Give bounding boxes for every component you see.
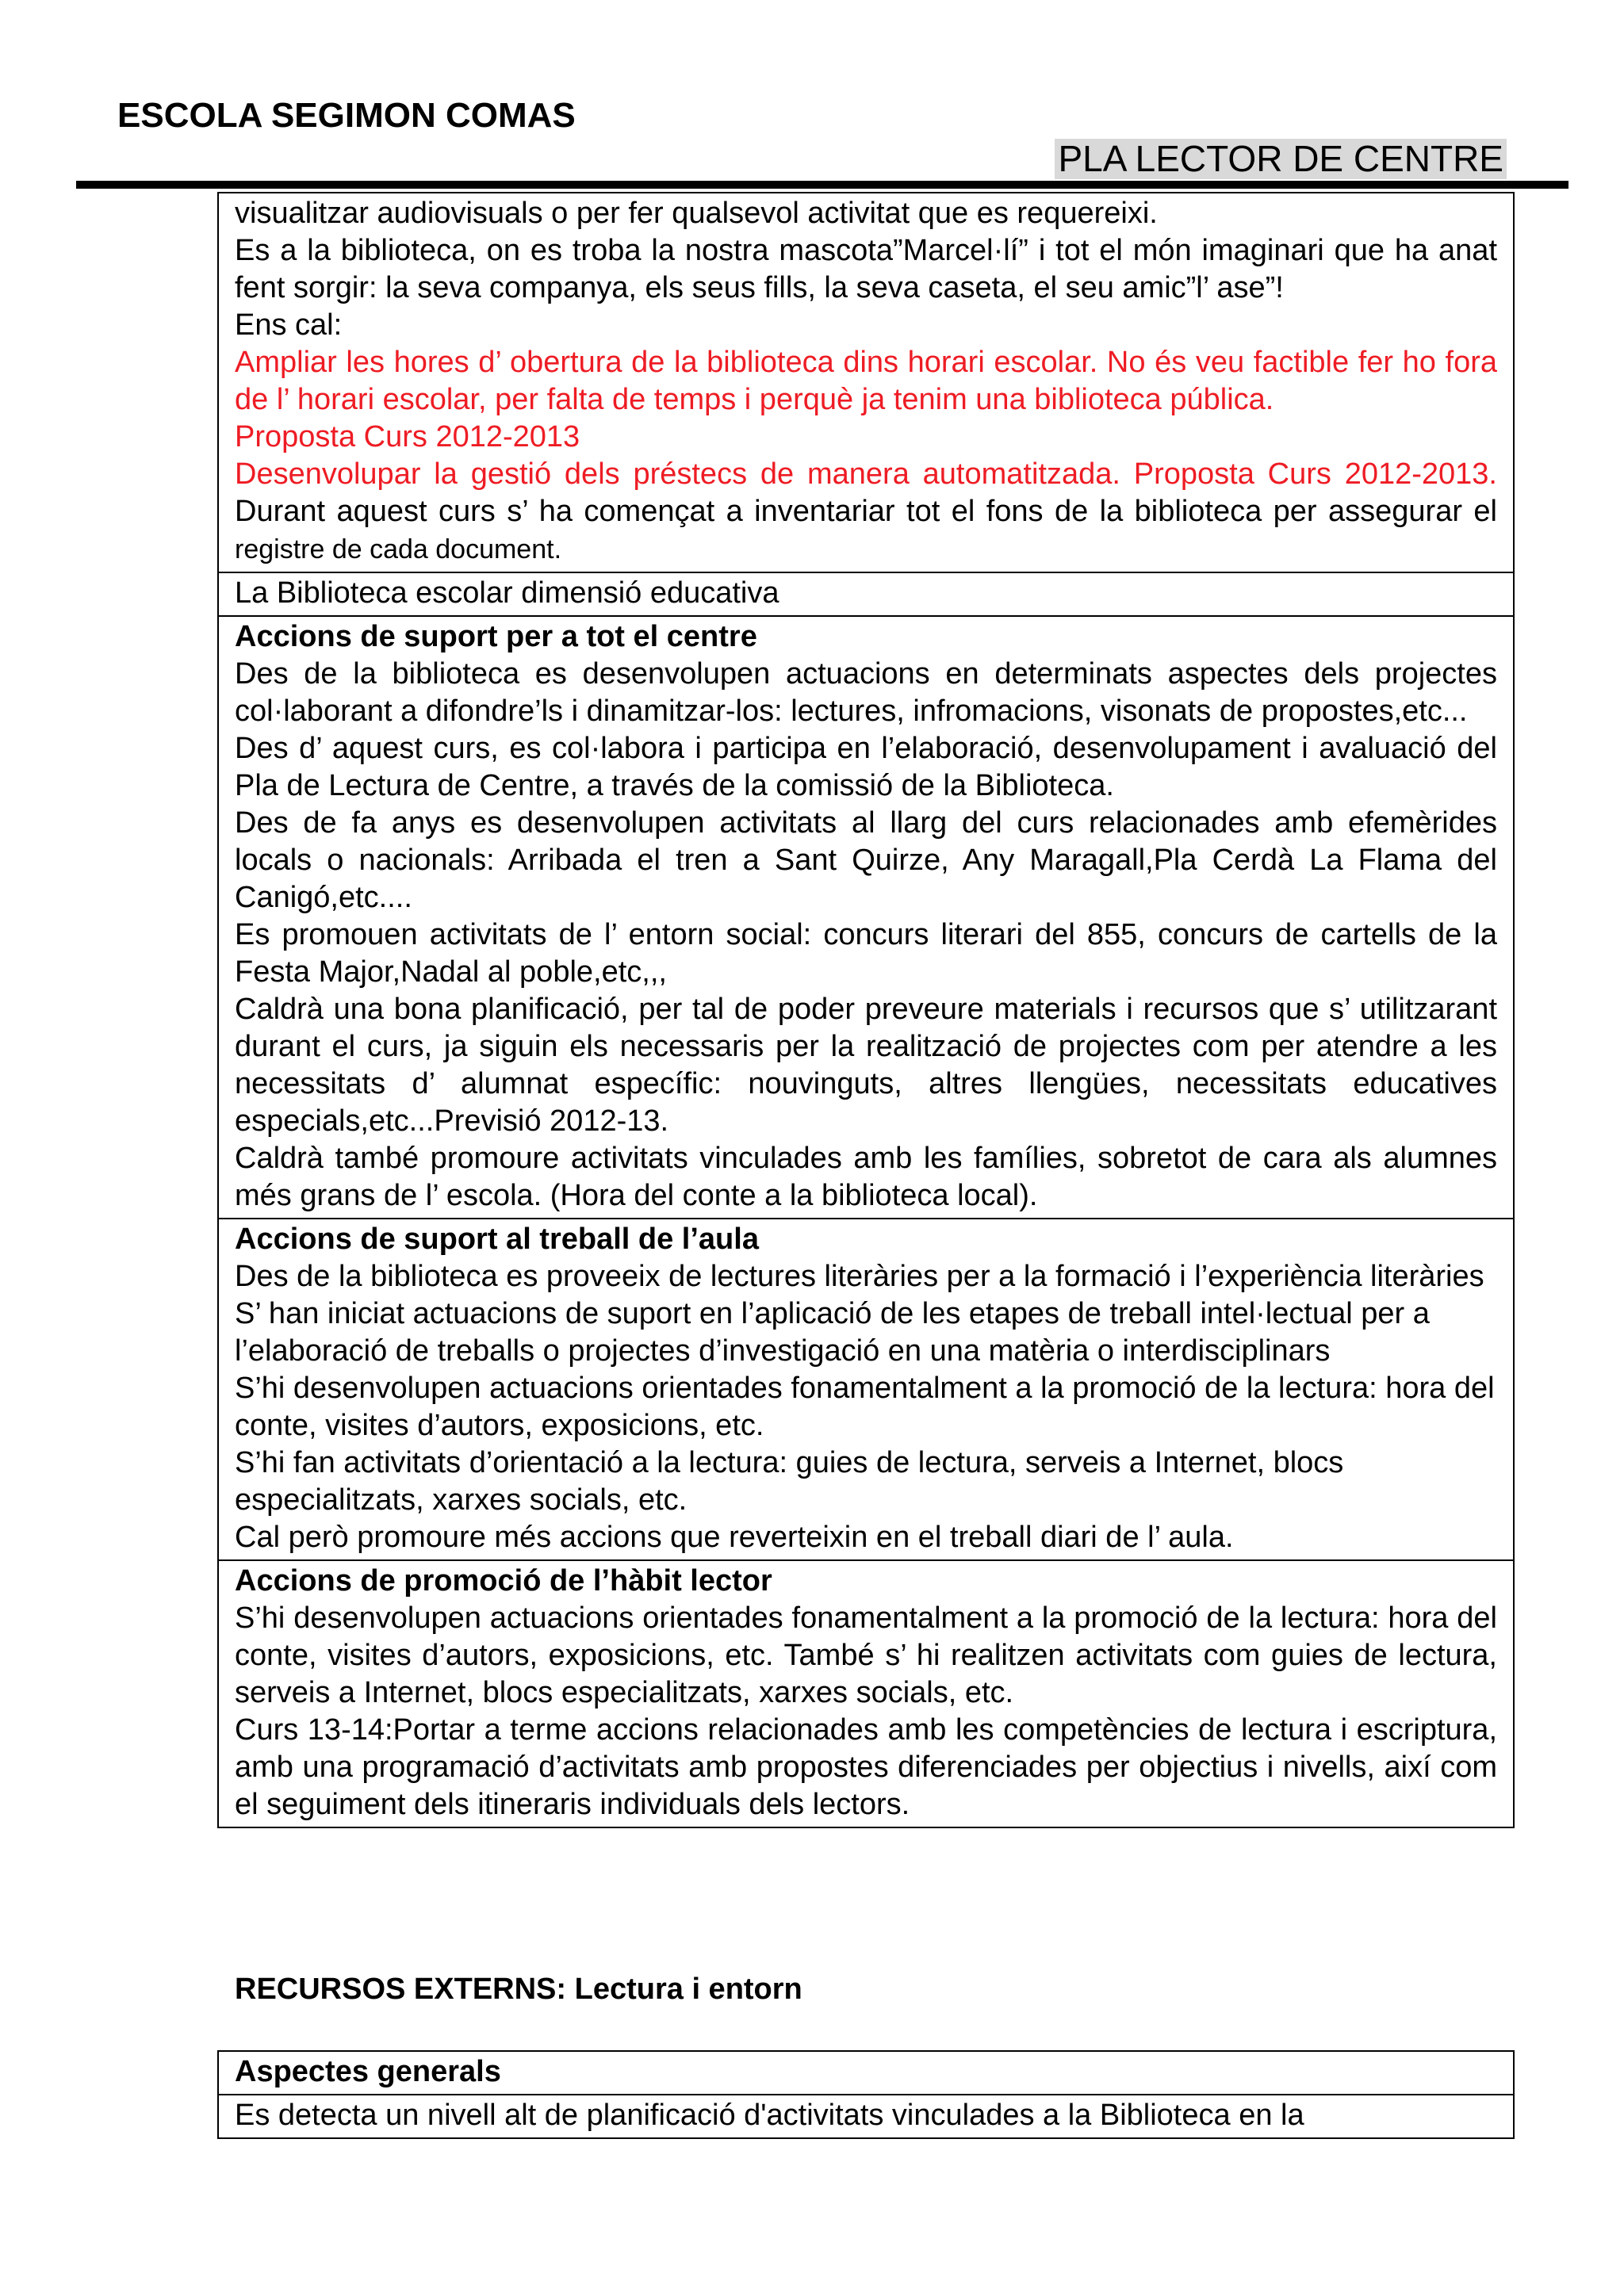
table-row — [218, 2095, 1514, 2138]
paragraph: Caldrà també promoure activitats vinculades amb les famílies, sobretot de cara als alumnes més grans de l’ escola. (Hora del conte a la biblioteca local). — [235, 1142, 1497, 1212]
paragraph: Caldrà una bona planificació, per tal de poder preveure materials i recursos que s’ utilitzarant durant el curs, ja siguin els necessaris per la realització de projectes com per atendre a les necessitats d’ alumnat específic: nouvinguts, altres llengües, necessitats educatives especials,etc...Previsió 2012-13. — [235, 993, 1497, 1138]
table-row — [218, 572, 1514, 616]
section-heading: Accions de promoció de l’hàbit lector — [235, 1564, 772, 1598]
plan-table — [217, 192, 1515, 1828]
reading-habit-cell — [218, 1560, 1514, 1827]
section-heading: Accions de suport al treball de l’aula — [235, 1223, 759, 1256]
paragraph: visualitzar audiovisuals o per fer qualsevol activitat que es requereixi. — [235, 197, 1158, 230]
table-row — [218, 616, 1514, 1219]
table-row — [218, 1560, 1514, 1827]
paragraph: Des de la biblioteca es desenvolupen actuacions en determinats aspectes dels projectes col·laborant a difondre’ls i dinamitzar-los: lectures, infromacions, visonats de propostes,etc... — [235, 657, 1497, 728]
support-whole-center-cell — [218, 616, 1514, 1219]
external-resources-table — [217, 2050, 1515, 2139]
paragraph: S’hi desenvolupen actuacions orientades fonamentalment a la promoció de la lectura: hora del conte, visites d’autors, exposicions, etc. — [235, 1372, 1495, 1442]
paragraph: S’hi desenvolupen actuacions orientades fonamentalment a la promoció de la lectura: hora del conte, visites d’autors, exposicions, etc. També s’ hi realitzen activitats com guies de lectura, serveis a Internet, blocs especialitzats, xarxes socials, etc. — [235, 1601, 1497, 1709]
support-classroom-cell — [218, 1219, 1514, 1560]
paragraph: Ens cal: — [235, 308, 343, 342]
paragraph: Curs 13-14:Portar a terme accions relacionades amb les competències de lectura i escriptura, amb una programació d’activitats amb propostes diferenciades per objectius i nivells, així com el seguiment dels itineraris individuals dels lectors. — [235, 1713, 1497, 1821]
document-title: PLA LECTOR DE CENTRE — [1055, 139, 1507, 179]
paragraph — [235, 456, 1497, 568]
paragraph: S’hi fan activitats d’orientació a la lectura: guies de lectura, serveis a Internet, blocs especialitzats, xarxes socials, etc. — [235, 1446, 1344, 1517]
inline-text: Durant aquest curs s’ ha començat a inventariar tot el fons de la biblioteca per assegurar el — [235, 495, 1497, 528]
section-title-cell: La Biblioteca escolar dimensió educativa — [218, 572, 1514, 616]
table-row — [218, 1219, 1514, 1560]
paragraph: Es a la biblioteca, on es troba la nostra mascota”Marcel·lí” i tot el món imaginari que ha anat fent sorgir: la seva companya, els seus fills, la seva caseta, el seu amic”l’ ase”! — [235, 234, 1497, 304]
section-heading: Accions de suport per a tot el centre — [235, 620, 757, 653]
external-resources-title: RECURSOS EXTERNS: Lectura i entorn — [235, 1973, 802, 2006]
proposal-text: Ampliar les hores d’ obertura de la biblioteca dins horari escolar. No és veu factible fer ho fora de l’ horari escolar, per falta de temps i perquè ja tenim una biblioteca pública. — [235, 346, 1497, 416]
table-row — [218, 2051, 1514, 2095]
paragraph: Des d’ aquest curs, es col·labora i participa en l’elaboració, desenvolupament i avaluació del Pla de Lectura de Centre, a través de la comissió de la Biblioteca. — [235, 732, 1497, 802]
inline-text: registre de cada document. — [235, 534, 562, 564]
section-heading: Aspectes generals — [218, 2051, 1514, 2095]
school-name: ESCOLA SEGIMON COMAS — [117, 96, 576, 135]
table-row — [218, 193, 1514, 572]
proposal-text: Desenvolupar la gestió dels préstecs de manera automatitzada. Proposta Curs 2012-2013. — [235, 457, 1497, 491]
header-rule — [76, 181, 1568, 189]
paragraph: Cal però promoure més accions que reverteixin en el treball diari de l’ aula. — [235, 1521, 1234, 1554]
paragraph: Es detecta un nivell alt de planificació d'activitats vinculades a la Biblioteca en la — [235, 2099, 1304, 2132]
external-text-cell — [218, 2095, 1514, 2138]
paragraph: Es promouen activitats de l’ entorn social: concurs literari del 855, concurs de cartells de la Festa Major,Nadal al poble,etc,,, — [235, 918, 1497, 989]
paragraph: Des de la biblioteca es proveeix de lectures literàries per a la formació i l’experiència literàries — [235, 1260, 1484, 1293]
library-description-cell — [218, 193, 1514, 572]
paragraph: Des de fa anys es desenvolupen activitats al llarg del curs relacionades amb efemèrides locals o nacionals: Arribada el tren a Sant Quirze, Any Maragall,Pla Cerdà La Flama del Canigó,etc.... — [235, 806, 1497, 914]
proposal-text: Proposta Curs 2012-2013 — [235, 420, 580, 453]
paragraph: S’ han iniciat actuacions de suport en l’aplicació de les etapes de treball intel·lectual per a l’elaboració de treballs o projectes d’investigació en una matèria o interdisciplinars — [235, 1297, 1430, 1368]
